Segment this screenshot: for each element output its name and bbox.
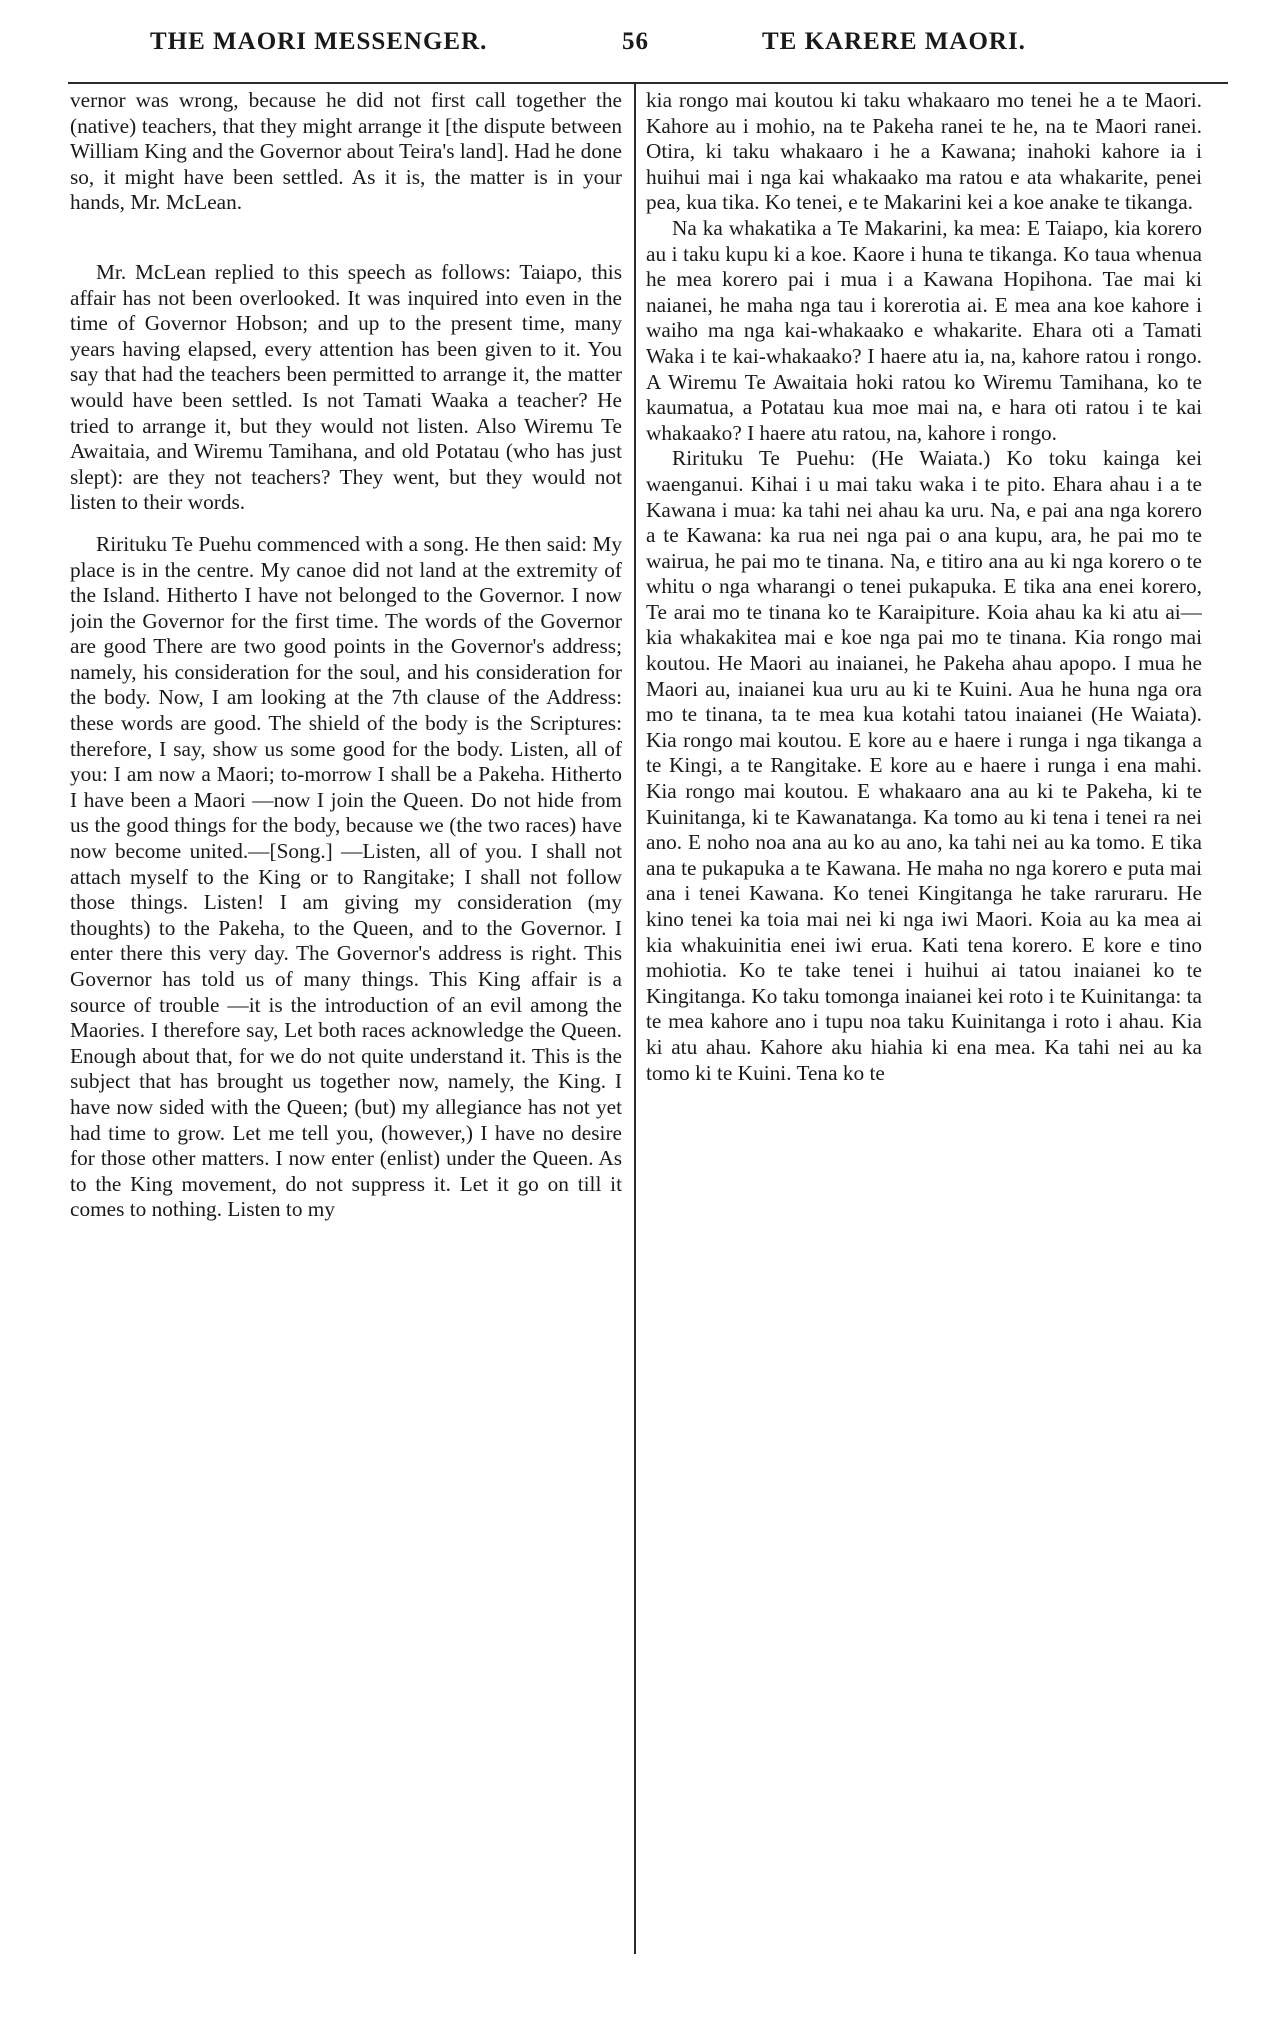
paragraph-spacer — [70, 216, 622, 260]
english-paragraph-1: vernor was wrong, because he did not first call together the (native) teachers, that they might arrange it [the dispute between William King and the Governor about Teira's land]. Had he done so, it might have been settled. As it is, the matter is in your hands, Mr. McLean. — [70, 88, 622, 215]
header-rule — [68, 82, 1228, 84]
maori-column — [646, 88, 1202, 1086]
masthead-english: THE MAORI MESSENGER. — [150, 28, 488, 55]
column-divider — [634, 84, 636, 1954]
english-paragraph-3: Rirituku Te Puehu commenced with a song. He then said: My place is in the centre. My canoe did not land at the extremity of the Island. Hitherto I have not belonged to the Governor. I now join the Governor for the first time. The words of the Governor are good There are two good points in the Governor's address; namely, his consideration for the soul, and his consideration for the body. Now, I am looking at the 7th clause of the Address: these words are good. The shield of the body is the Scriptures: therefore, I say, show us some good for the body. Listen, all of you: I am now a Maori; to-morrow I shall be a Pakeha. Hitherto I have been a Maori —now I join the Queen. Do not hide from us the good things for the body, because we (the two races) have now become united.—[Song.] —Listen, all of you. I shall not attach myself to the King or to Rangitake; I shall not follow those things. Listen! I am giving my consideration (my thoughts) to the Pakeha, to the Queen, and to the Governor. I enter there this very day. The Governor's address is right. This Governor has told us of many things. This King affair is a source of trouble —it is the introduction of an evil among the Maories. I therefore say, Let both races acknowledge the Queen. Enough about that, for we do not quite understand it. This is the subject that has brought us together now, namely, the King. I have now sided with the Queen; (but) my allegiance has not yet had time to grow. Let me tell you, (however,) I have no desire for those other matters. I now enter (enlist) under the Queen. As to the King movement, do not suppress it. Let it go on till it comes to nothing. Listen to my — [70, 531, 622, 1222]
english-paragraph-2: Mr. McLean replied to this speech as follows: Taiapo, this affair has not been overlooked. It was inquired into even in the time of Governor Hobson; and up to the present time, many years having elapsed, every attention has been given to it. You say that had the teachers been permitted to arrange it, the matter would have been settled. Is not Tamati Waaka a teacher? He tried to arrange it, but they would not listen. Also Wiremu Te Awaitaia, and Wiremu Tamihana, and old Potatau (who has just slept): are they not teachers? They went, but they would not listen to their words. — [70, 259, 622, 515]
english-column — [70, 88, 622, 1223]
maori-paragraph-3: Rirituku Te Puehu: (He Waiata.) Ko toku kainga kei waenganui. Kihai i u mai taku waka i te pito. Ehara ahau i a te Kawana i mua: ka tahi nei ahau ka uru. Na, e pai ana nga korero a te Kawana: ka rua nei nga pai o ana kupu, ara, he pai mo te wairua, he pai mo te tinana. Na, e titiro ana au ki nga korero o te whitu o nga wharangi o tenei pukapuka. E tika ana enei korero, Te arai mo te tinana ko te Karaipiture. Koia ahau ka ki atu ai—kia whakakitea mai e koe nga pai mo te tinana. Kia rongo mai koutou. He Maori au inaianei, he Pakeha ahau apopo. I mua he Maori au, inaianei kua uru au ki te Kuini. Aua he huna nga ora mo te tinana, ta te mea kua kotahi tatou inaianei (He Waiata). Kia rongo mai koutou. E kore au e haere i runga i nga tikanga a te Kingi, a te Rangitake. E kore au e haere i runga i ena mahi. Kia rongo mai koutou. E whakaaro ana au ki te Pakeha, ki te Kuinitanga, ki te Kawanatanga. Ka tomo au ki tena i tenei ra nei ano. E noho noa ana au ko au ano, ka tahi nei au ka tomo. E tika ana te pukapuka a te Kawana. He maha no nga korero e puta mai ana i tenei Kawana. Ko tenei Kingitanga he take raruraru. He kino tenei ka toia mai nei ki nga iwi Maori. Koia au ka mea ai kia whakuinitia enei iwi erua. Kati tena korero. E kore e tino mohiotia. Ko te take tenei i huihui ai tatou inaianei ko te Kingitanga. Ko taku tomonga inaianei kei roto i te Kuinitanga: ta te mea kahore ano i tupu noa taku Kuinitanga i roto i ahau. Kia ki atu ahau. Kahore aku hiahia ki ena mea. Ka tahi nei au ka tomo ki te Kuini. Tena ko te — [646, 446, 1202, 1085]
paragraph-spacer — [70, 516, 622, 532]
maori-paragraph-1: kia rongo mai koutou ki taku whakaaro mo tenei he a te Maori. Kahore au i mohio, na te Pakeha ranei te he, na te Maori ranei. Otira, ki taku whakaaro i he a Kawana; inahoki kahore ia i huihui mai i nga kai whakaako ma ratou e ata whakarite, penei pea, kua tika. Ko tenei, e te Makarini kei a koe anake te tikanga. — [646, 88, 1202, 215]
page-header — [0, 28, 1280, 72]
page-number: 56 — [622, 28, 649, 55]
masthead-maori: TE KARERE MAORI. — [762, 28, 1026, 55]
maori-paragraph-2: Na ka whakatika a Te Makarini, ka mea: E Taiapo, kia korero au i taku kupu ki a koe. Kaore i huna te tikanga. Ko taua whenua he mea korero pai i mua i a Kawana Hopihona. Tae mai ki naianei, he maha nga tau i korerotia ai. E mea ana koe kahore i waiho ma nga kai-whakaako e whakarite. Ehara oti a Tamati Waka i te kai-whakaako? I haere atu ia, na, kahore ratou i rongo. A Wiremu Te Awaitaia hoki ratou ko Wiremu Tamihana, ko te kaumatua, a Potatau kua moe mai na, e hara oti ratou i te kai whakaako? I haere atu ratou, na, kahore i rongo. — [646, 215, 1202, 445]
